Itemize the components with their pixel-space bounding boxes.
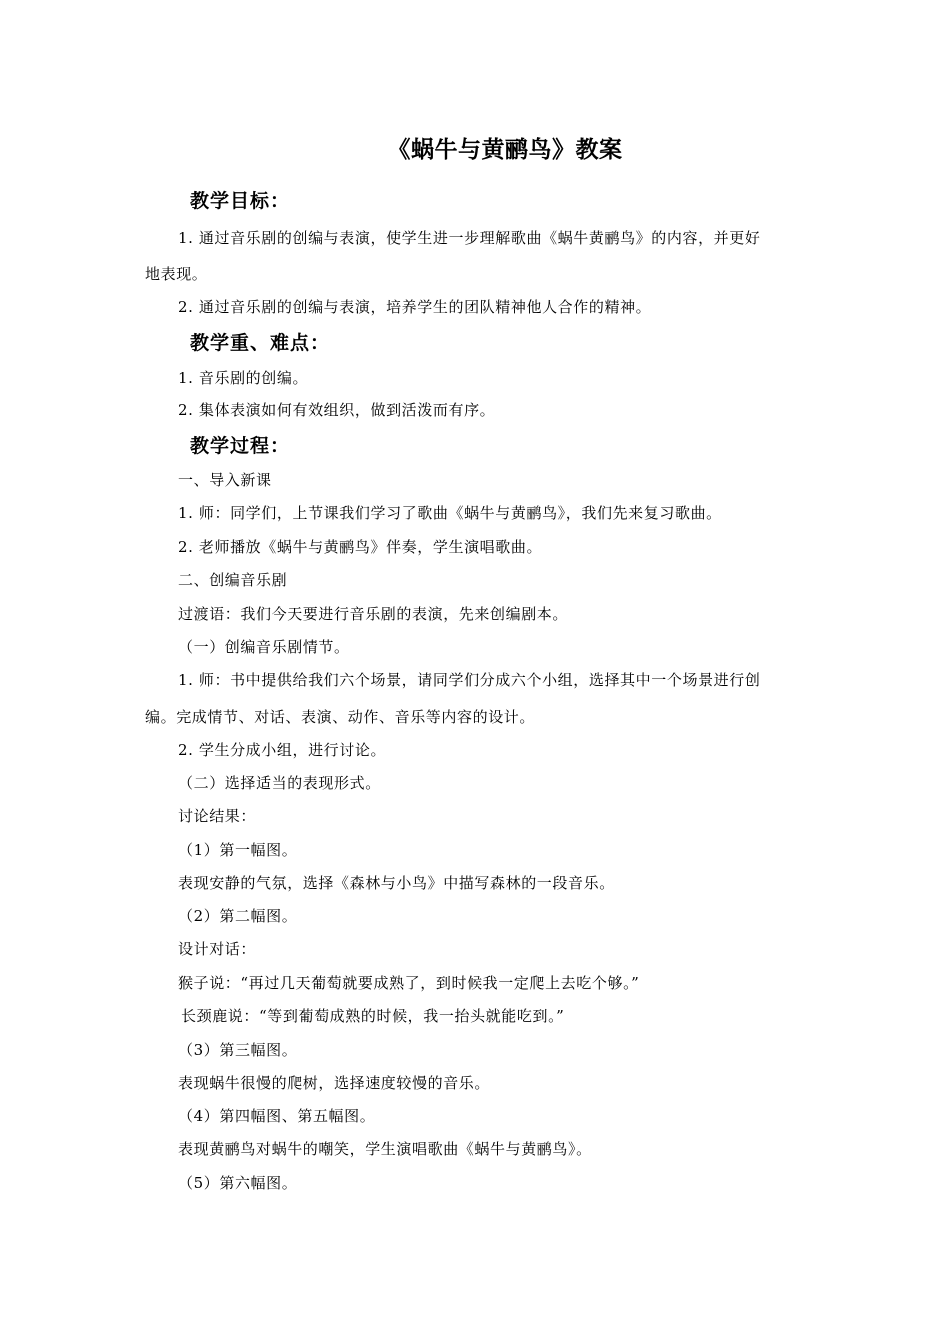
dialogue-label: 设计对话：: [178, 940, 257, 958]
process-part-1-title: 一、导入新课: [178, 471, 272, 489]
sub-section-1-item-1-line-2: 编。完成情节、对话、表演、动作、音乐等内容的设计。: [145, 708, 536, 726]
picture-1-title: （1）第一幅图。: [178, 841, 298, 859]
picture-6-title: （5）第六幅图。: [178, 1174, 298, 1192]
document-title: 《蜗牛与黄鹂鸟》教案: [387, 136, 623, 163]
giraffe-dialogue: 长颈鹿说：“等到葡萄成熟的时候，我一抬头就能吃到。”: [181, 1007, 565, 1025]
objective-item-2: 2. 通过音乐剧的创编与表演，培养学生的团队精神他人合作的精神。: [178, 298, 652, 316]
process-part-1-item-1: 1. 师：同学们，上节课我们学习了歌曲《蜗牛与黄鹂鸟》，我们先来复习歌曲。: [178, 504, 722, 522]
transition-text: 过渡语：我们今天要进行音乐剧的表演，先来创编剧本。: [178, 605, 569, 623]
sub-section-1-item-1-line-1: 1. 师：书中提供给我们六个场景，请同学们分成六个小组，选择其中一个场景进行创: [178, 671, 761, 689]
process-part-1-item-2: 2. 老师播放《蜗牛与黄鹂鸟》伴奏，学生演唱歌曲。: [178, 538, 543, 556]
sub-section-1-item-2: 2. 学生分成小组，进行讨论。: [178, 741, 387, 759]
key-point-item-1: 1. 音乐剧的创编。: [178, 369, 309, 387]
picture-3-description: 表现蜗牛很慢的爬树，选择速度较慢的音乐。: [178, 1074, 491, 1092]
picture-4-5-title: （4）第四幅图、第五幅图。: [178, 1107, 376, 1125]
process-heading: 教学过程：: [190, 435, 291, 457]
sub-section-1-title: （一）创编音乐剧情节。: [178, 638, 350, 656]
monkey-dialogue: 猴子说：“再过几天葡萄就要成熟了，到时候我一定爬上去吃个够。”: [178, 974, 640, 992]
picture-3-title: （3）第三幅图。: [178, 1041, 298, 1059]
picture-4-5-description: 表现黄鹂鸟对蜗牛的嘲笑，学生演唱歌曲《蜗牛与黄鹂鸟》。: [178, 1140, 592, 1158]
key-points-heading: 教学重、难点：: [190, 332, 331, 354]
picture-1-description: 表现安静的气氛，选择《森林与小鸟》中描写森林的一段音乐。: [178, 874, 615, 892]
sub-section-2-title: （二）选择适当的表现形式。: [178, 774, 381, 792]
objectives-heading: 教学目标：: [190, 190, 291, 212]
process-part-2-title: 二、创编音乐剧: [178, 571, 288, 589]
picture-2-title: （2）第二幅图。: [178, 907, 298, 925]
key-point-item-2: 2. 集体表演如何有效组织，做到活泼而有序。: [178, 401, 496, 419]
objective-item-1-line-2: 地表现。: [145, 265, 208, 283]
discussion-label: 讨论结果：: [178, 807, 257, 825]
objective-item-1-line-1: 1. 通过音乐剧的创编与表演，使学生进一步理解歌曲《蜗牛黄鹂鸟》的内容，并更好: [178, 229, 761, 247]
